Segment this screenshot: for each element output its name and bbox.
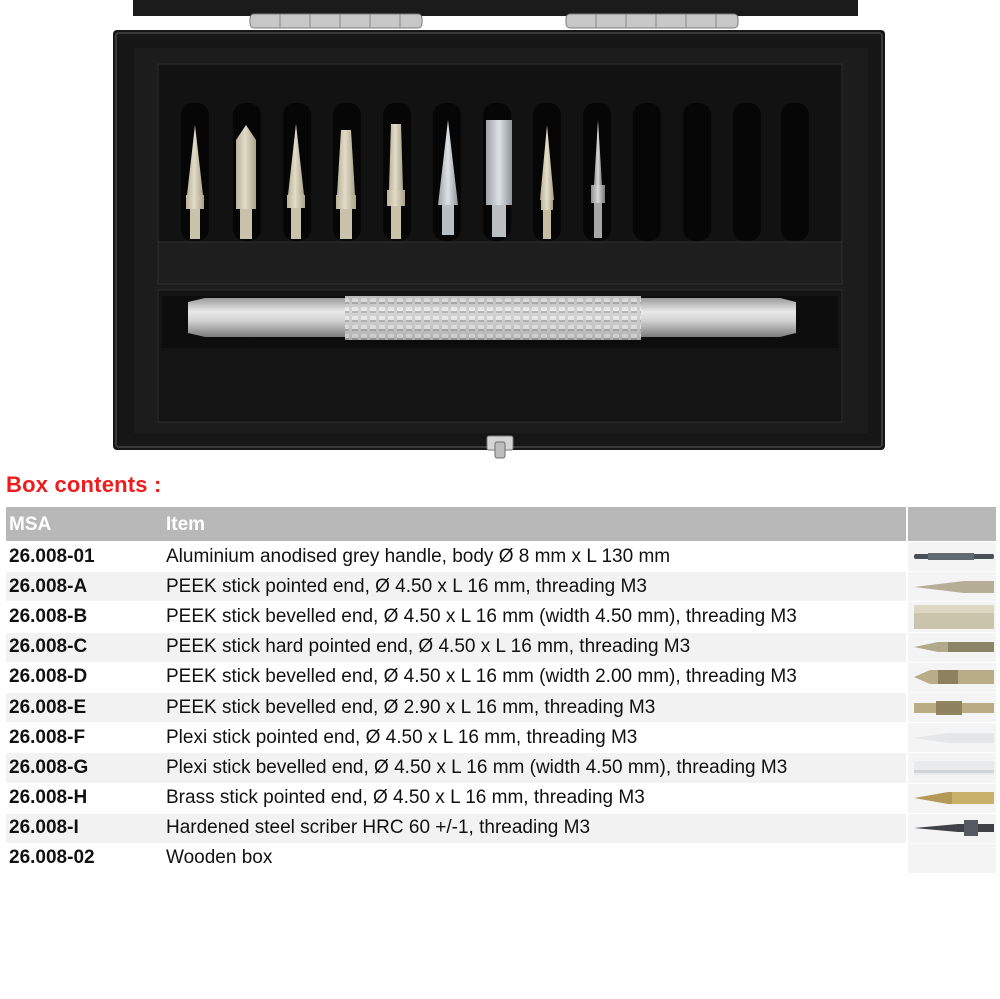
box-contents-table bbox=[6, 507, 996, 873]
brass-pointed-image bbox=[908, 784, 996, 812]
item-thumbnail bbox=[906, 783, 996, 813]
table-row bbox=[6, 632, 996, 662]
table-row bbox=[6, 541, 996, 571]
msa-code: 26.008-01 bbox=[6, 541, 163, 571]
item-description: Aluminium anodised grey handle, body Ø 8 mm x L 130 mm bbox=[163, 541, 906, 571]
item-thumbnail bbox=[906, 692, 996, 722]
item-thumbnail bbox=[906, 541, 996, 571]
item-thumbnail bbox=[906, 571, 996, 601]
item-thumbnail bbox=[906, 662, 996, 692]
table-row bbox=[6, 783, 996, 813]
item-description: Plexi stick pointed end, Ø 4.50 x L 16 mm, threading M3 bbox=[163, 722, 906, 752]
item-description: PEEK stick pointed end, Ø 4.50 x L 16 mm, threading M3 bbox=[163, 571, 906, 601]
item-description: PEEK stick bevelled end, Ø 4.50 x L 16 mm (width 2.00 mm), threading M3 bbox=[163, 662, 906, 692]
item-description: Plexi stick bevelled end, Ø 4.50 x L 16 mm (width 4.50 mm), threading M3 bbox=[163, 752, 906, 782]
peek-bevel-wide-image bbox=[908, 603, 996, 631]
msa-code: 26.008-D bbox=[6, 662, 163, 692]
table-row bbox=[6, 662, 996, 692]
item-description: Hardened steel scriber HRC 60 +/-1, threading M3 bbox=[163, 813, 906, 843]
plexi-pointed-image bbox=[908, 724, 996, 752]
peek-bevel-narrow-image bbox=[908, 663, 996, 691]
table-row bbox=[6, 843, 996, 873]
msa-code: 26.008-F bbox=[6, 722, 163, 752]
product-photo bbox=[0, 0, 1000, 462]
msa-code: 26.008-I bbox=[6, 813, 163, 843]
section-title: Box contents : bbox=[6, 472, 162, 497]
msa-code: 26.008-H bbox=[6, 783, 163, 813]
plexi-bevel-image bbox=[908, 754, 996, 782]
table-row bbox=[6, 571, 996, 601]
item-description: Wooden box bbox=[163, 843, 906, 873]
column-header-msa: MSA bbox=[6, 507, 163, 541]
item-thumbnail bbox=[906, 632, 996, 662]
item-thumbnail bbox=[906, 601, 996, 631]
peek-hard-image bbox=[908, 633, 996, 661]
msa-code: 26.008-G bbox=[6, 752, 163, 782]
peek-pointed-image bbox=[908, 573, 996, 601]
column-header-item: Item bbox=[163, 507, 906, 541]
table-row bbox=[6, 722, 996, 752]
table-row bbox=[6, 813, 996, 843]
msa-code: 26.008-B bbox=[6, 601, 163, 631]
table-row bbox=[6, 601, 996, 631]
item-thumbnail bbox=[906, 843, 996, 873]
item-description: PEEK stick bevelled end, Ø 2.90 x L 16 mm, threading M3 bbox=[163, 692, 906, 722]
table-row bbox=[6, 752, 996, 782]
item-thumbnail bbox=[906, 813, 996, 843]
column-header-image bbox=[906, 507, 996, 541]
msa-code: 26.008-E bbox=[6, 692, 163, 722]
msa-code: 26.008-C bbox=[6, 632, 163, 662]
item-description: PEEK stick hard pointed end, Ø 4.50 x L 16 mm, threading M3 bbox=[163, 632, 906, 662]
table-header-row bbox=[6, 507, 996, 541]
item-thumbnail bbox=[906, 752, 996, 782]
table-row bbox=[6, 692, 996, 722]
item-description: Brass stick pointed end, Ø 4.50 x L 16 mm, threading M3 bbox=[163, 783, 906, 813]
item-thumbnail bbox=[906, 722, 996, 752]
msa-code: 26.008-A bbox=[6, 571, 163, 601]
msa-code: 26.008-02 bbox=[6, 843, 163, 873]
steel-scriber-image bbox=[908, 814, 996, 842]
item-description: PEEK stick bevelled end, Ø 4.50 x L 16 mm (width 4.50 mm), threading M3 bbox=[163, 601, 906, 631]
peek-bevel-small-image bbox=[908, 694, 996, 722]
handle-image bbox=[908, 543, 996, 571]
